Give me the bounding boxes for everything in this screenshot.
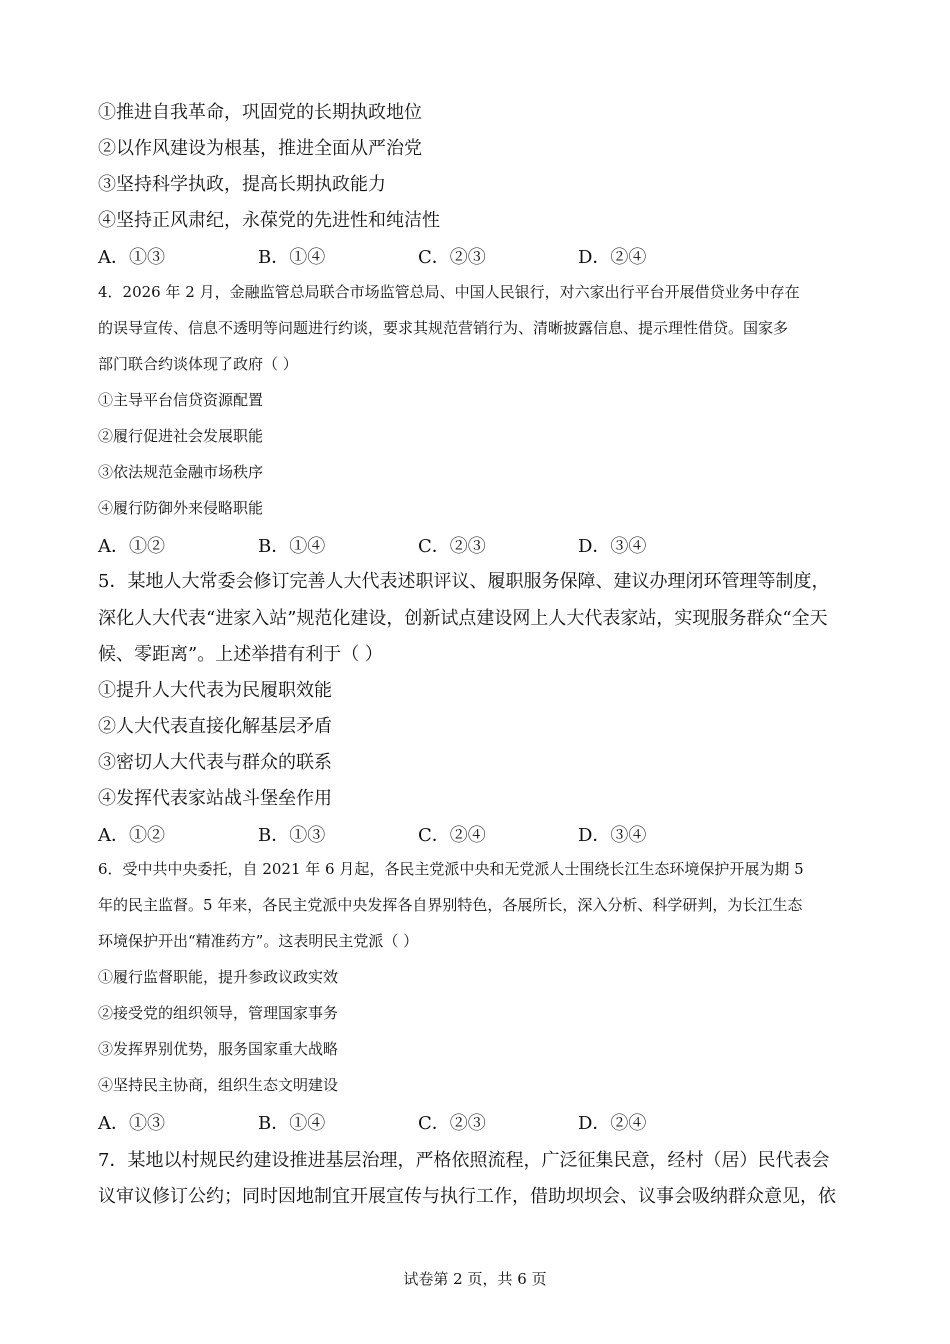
q5-item-3: ③密切人大代表与群众的联系 [98,752,332,773]
q5-item-2: ②人大代表直接化解基层矛盾 [98,716,332,737]
page-footer: 试卷第 2 页，共 6 页 [403,1270,547,1288]
q5-option-a: A．①② [98,825,165,846]
q3-item-3: ③坚持科学执政，提高长期执政能力 [98,174,386,195]
q3-options [98,243,858,269]
q5-option-c: C．②④ [418,825,486,846]
q7-stem-line-1: 7．某地以村规民约建设推进基层治理，严格依照流程，广泛征集民意，经村（居）民代表会 [98,1150,830,1171]
q6-item-4: ④坚持民主协商，组织生态文明建设 [98,1076,339,1094]
q6-item-3: ③发挥界别优势，服务国家重大战略 [98,1040,339,1058]
q3-item-2: ②以作风建设为根基，推进全面从严治党 [98,138,422,159]
q5-stem-line-3: 候、零距离”。上述举措有利于（ ） [98,644,383,665]
q5-option-d: D．③④ [578,825,647,846]
q6-stem-line-2: 年的民主监督。5 年来，各民主党派中央发挥各自界别特色，各展所长，深入分析、科学研判，为长江生态 [98,896,803,914]
q6-stem-line-3: 环境保护开出“精准药方”。这表明民主党派（ ） [98,932,419,950]
q4-item-3: ③依法规范金融市场秩序 [98,463,264,481]
q3-item-1: ①推进自我革命，巩固党的长期执政地位 [98,102,422,123]
q3-option-d: D．②④ [578,247,647,268]
q4-item-1: ①主导平台信贷资源配置 [98,391,264,409]
q6-option-a: A．①③ [98,1113,165,1134]
q3-option-a: A．①③ [98,247,165,268]
q6-options [98,1109,858,1135]
q5-option-b: B．①③ [258,825,326,846]
q6-option-b: B．①④ [258,1113,326,1134]
q4-option-b: B．①④ [258,536,326,557]
q3-option-c: C．②③ [418,247,486,268]
q4-option-c: C．②③ [418,536,486,557]
q6-item-2: ②接受党的组织领导，管理国家事务 [98,1004,339,1022]
q6-option-d: D．②④ [578,1113,647,1134]
q3-item-4: ④坚持正风肃纪，永葆党的先进性和纯洁性 [98,210,440,231]
q7-stem-line-2: 议审议修订公约；同时因地制宜开展宣传与执行工作，借助坝坝会、议事会吸纳群众意见，依 [98,1186,836,1207]
q4-item-4: ④履行防御外来侵略职能 [98,499,264,517]
q4-option-a: A．①② [98,536,165,557]
q6-stem-line-1: 6．受中共中央委托，自 2021 年 6 月起，各民主党派中央和无党派人士围绕长江生态环境保护开展为期 5 [98,860,804,878]
q6-item-1: ①履行监督职能，提升参政议政实效 [98,968,339,986]
q4-options [98,532,858,558]
q4-stem-line-2: 的误导宣传、信息不透明等问题进行约谈，要求其规范营销行为、清晰披露信息、提示理性借贷。国家多 [98,319,789,337]
q4-option-d: D．③④ [578,536,647,557]
q5-stem-line-1: 5．某地人大常委会修订完善人大代表述职评议、履职服务保障、建议办理闭环管理等制度， [98,571,830,592]
q4-stem-line-3: 部门联合约谈体现了政府（ ） [98,355,298,373]
q5-item-4: ④发挥代表家站战斗堡垒作用 [98,788,332,809]
q5-item-1: ①提升人大代表为民履职效能 [98,680,332,701]
q5-options [98,821,858,847]
q6-option-c: C．②③ [418,1113,486,1134]
q3-option-b: B．①④ [258,247,326,268]
q4-item-2: ②履行促进社会发展职能 [98,427,264,445]
q4-stem-line-1: 4．2026 年 2 月，金融监管总局联合市场监管总局、中国人民银行，对六家出行平台开展借贷业务中存在 [98,283,800,301]
q5-stem-line-2: 深化人大代表“进家入站”规范化建设，创新试点建设网上人大代表家站，实现服务群众“全天 [98,608,828,629]
